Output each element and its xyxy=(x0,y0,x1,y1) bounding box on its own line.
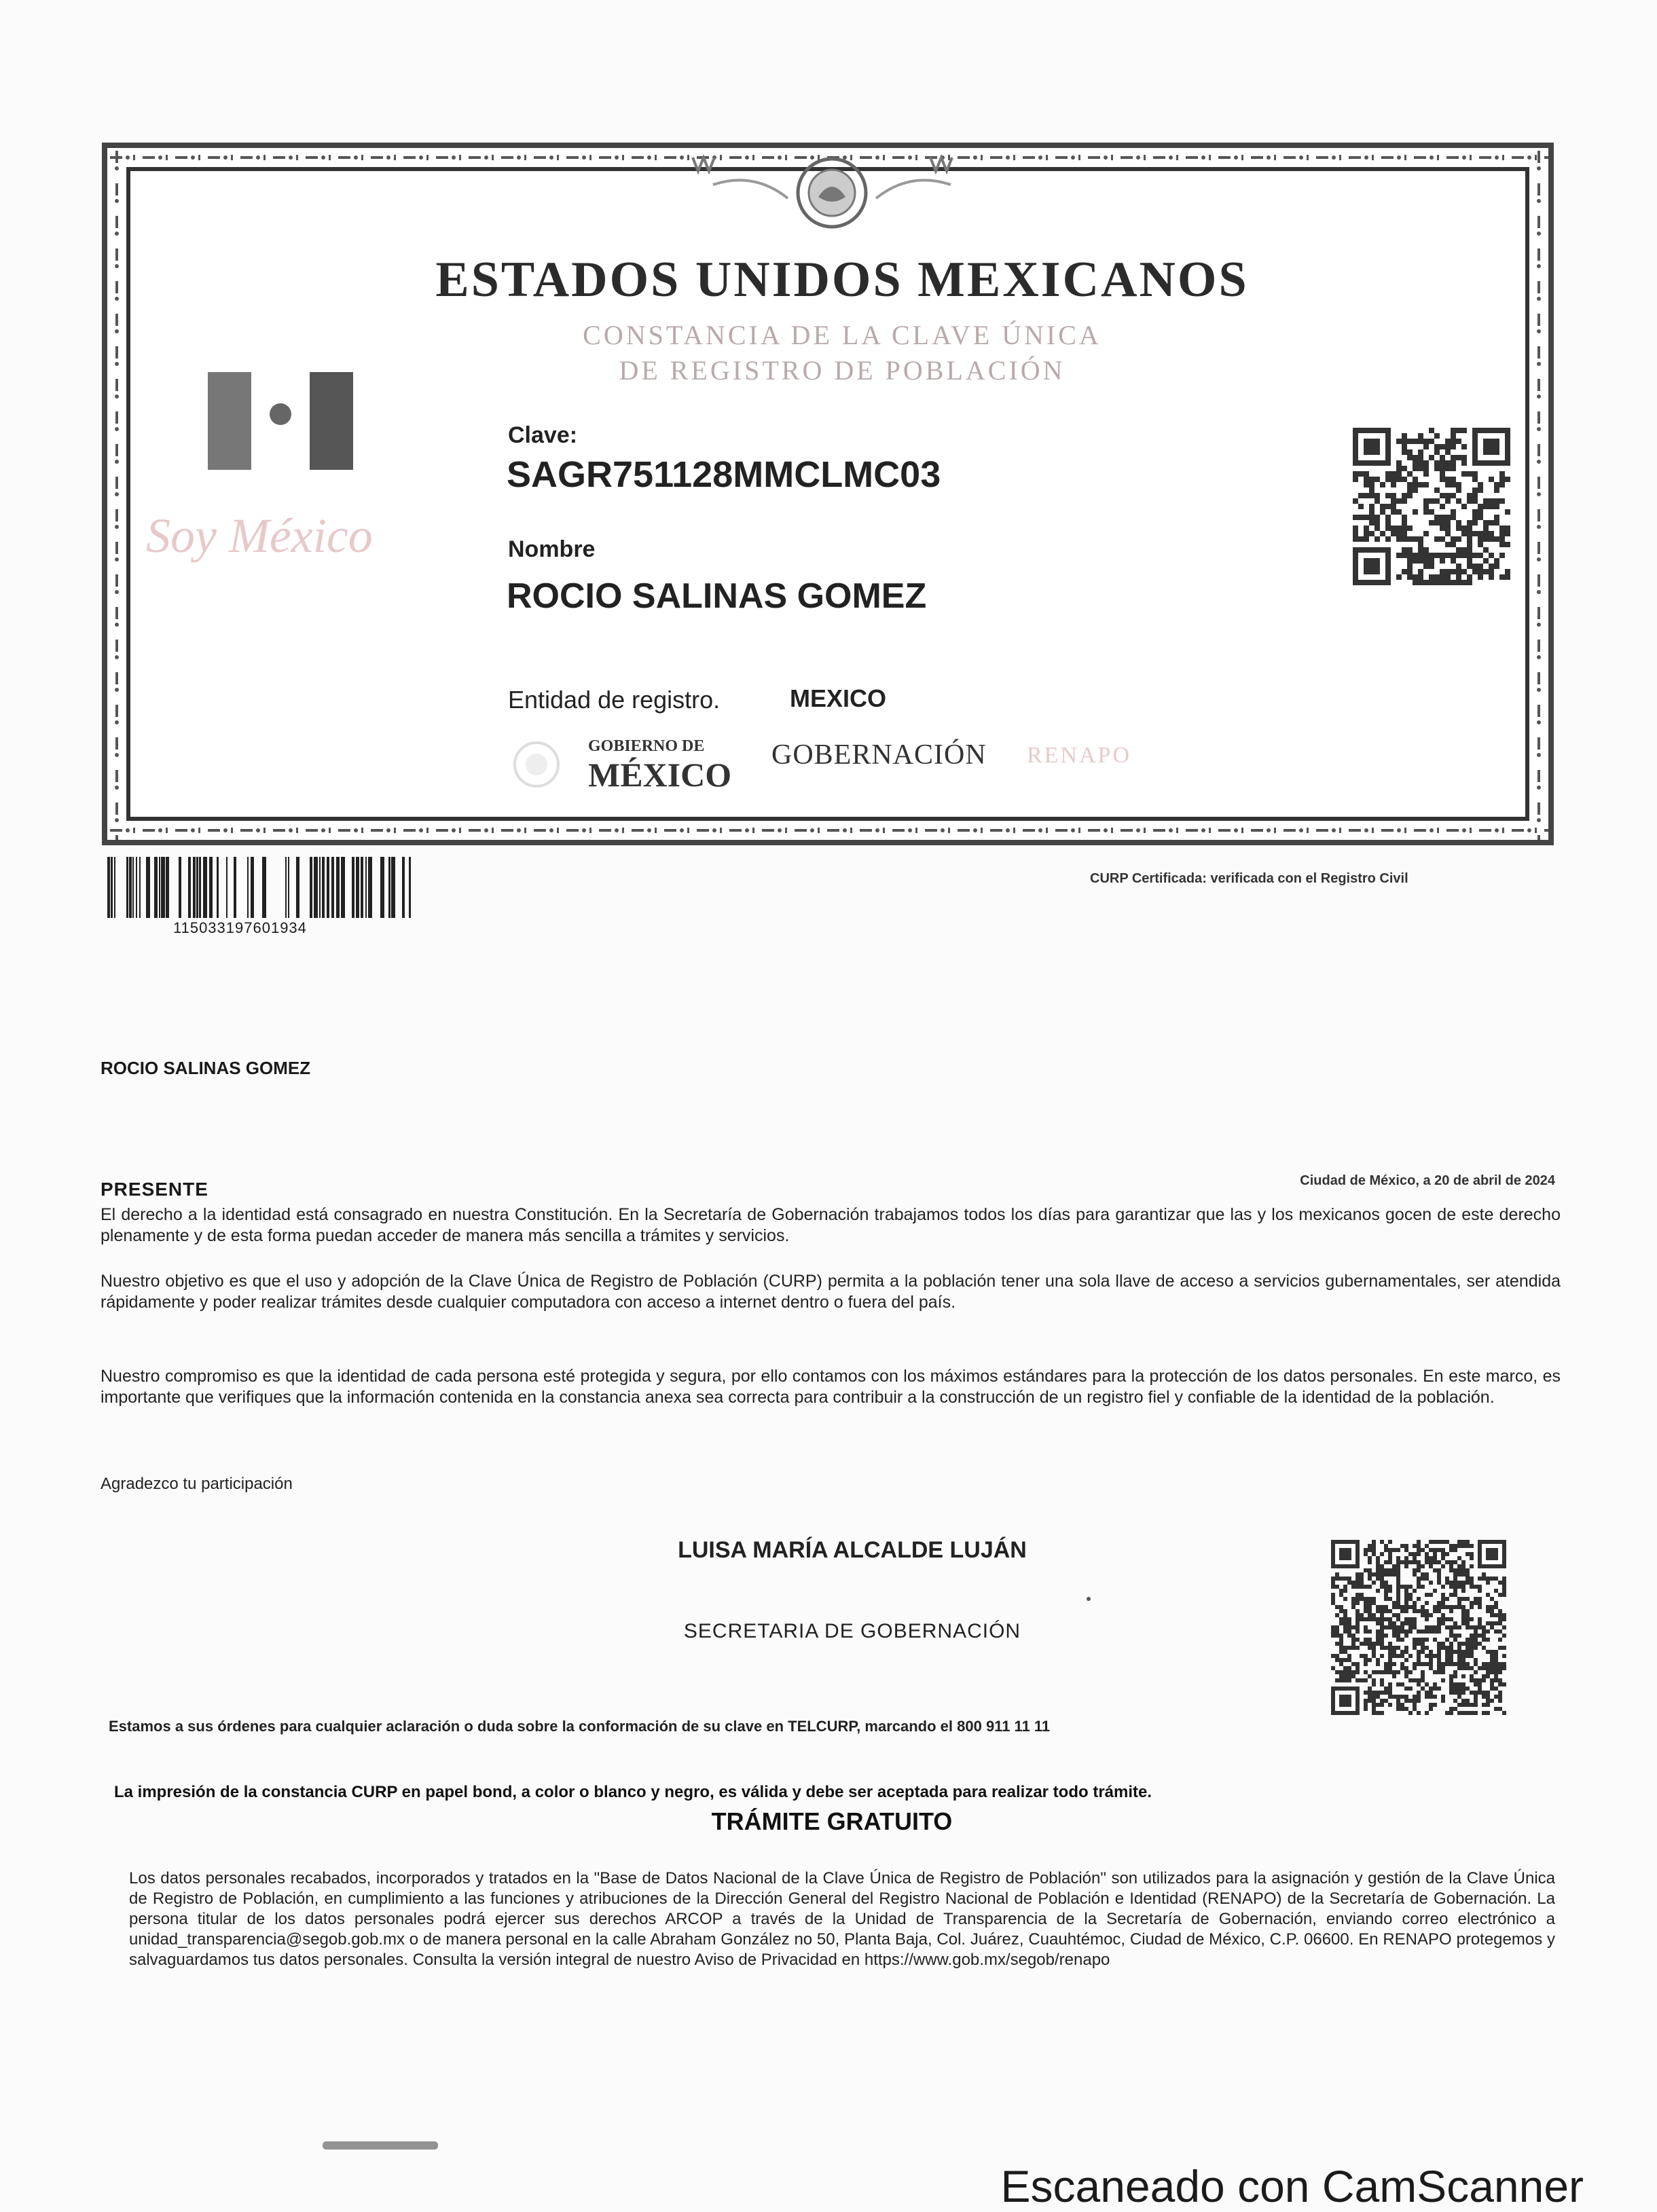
gobierno-seal-icon xyxy=(509,737,564,792)
decorative-border-right xyxy=(1532,148,1546,840)
qr-code-letter xyxy=(1331,1540,1506,1718)
entidad-label: Entidad de registro. xyxy=(508,686,721,714)
renapo-text: RENAPO xyxy=(1027,743,1132,768)
nombre-label: Nombre xyxy=(508,536,596,562)
certificate-title: ESTADOS UNIDOS MEXICANOS xyxy=(435,252,1249,308)
scan-smudge xyxy=(323,2141,438,2150)
letter-date: Ciudad de México, a 20 de abril de 2024 xyxy=(1300,1173,1555,1188)
mexican-flag-icon xyxy=(208,372,353,470)
qr-code-certificate xyxy=(1353,428,1510,593)
barcode xyxy=(107,857,416,918)
decorative-border-bottom xyxy=(107,824,1548,837)
letter-closing: Agradezco tu participación xyxy=(101,1475,293,1493)
coat-of-arms-emblem xyxy=(672,144,991,232)
barcode-number: 115033197601934 xyxy=(173,919,307,936)
letter-paragraph-3: Nuestro compromiso es que la identidad de cada persona esté protegida y segura, por ello contamos con los máximos estándares para la protección de los datos personales. En este marco, es importante que verifiques que la información contenida en la constancia anexa sea correcta para contribuir a la construcción de un registro fiel y confiable de la identidad de la población. xyxy=(101,1367,1561,1407)
mexico-text: MÉXICO xyxy=(588,756,732,794)
nombre-value: ROCIO SALINAS GOMEZ xyxy=(507,576,927,616)
entidad-value: MEXICO xyxy=(790,684,887,712)
clave-label: Clave: xyxy=(508,422,578,448)
letter-paragraph-1: El derecho a la identidad está consagrado en nuestra Constitución. En la Secretaría de Gobernación trabajamos todos los días para garantizar que las y los mexicanos gocen de este derecho plenamente y de esta forma puedan acceder de manera más sencilla a trámites y servicios. xyxy=(101,1205,1561,1245)
certificate-subtitle-line1: CONSTANCIA DE LA CLAVE ÚNICA xyxy=(583,320,1101,350)
gobierno-de-text: GOBIERNO DE xyxy=(588,737,705,755)
print-validity-note: La impresión de la constancia CURP en papel bond, a color o blanco y negro, es válida y debe ser aceptada para realizar todo trámite. xyxy=(114,1783,1152,1801)
scan-speck xyxy=(1087,1597,1091,1601)
tramite-gratuito-heading: TRÁMITE GRATUITO xyxy=(711,1807,953,1835)
letter-recipient: ROCIO SALINAS GOMEZ xyxy=(101,1058,311,1078)
clave-value: SAGR751128MMCLMC03 xyxy=(507,454,941,495)
contact-note: Estamos a sus órdenes para cualquier aclaración o duda sobre la conformación de su clave en TELCURP, marcando el 800 911 11 11 xyxy=(109,1718,1051,1735)
certificate-subtitle-line2: DE REGISTRO DE POBLACIÓN xyxy=(619,355,1066,386)
signer-role: SECRETARIA DE GOBERNACIÓN xyxy=(683,1620,1021,1642)
letter-paragraph-2: Nuestro objetivo es que el uso y adopción de la Clave Única de Registro de Población (CURP) permita a la población tener una sola llave de acceso a servicios gubernamentales, ser atendida rápidamente y poder realizar trámites desde cualquier computadora con acceso a internet dentro o fuera del país. xyxy=(101,1272,1561,1312)
decorative-border-left xyxy=(110,148,124,840)
soy-mexico-text: Soy México xyxy=(146,509,373,563)
camscanner-watermark: Escaneado con CamScanner xyxy=(1000,2161,1584,2211)
gobernacion-text: GOBERNACIÓN xyxy=(771,739,987,771)
curp-certified-note: CURP Certificada: verificada con el Registro Civil xyxy=(1090,871,1408,886)
letter-greeting: PRESENTE xyxy=(101,1179,208,1200)
signer-name: LUISA MARÍA ALCALDE LUJÁN xyxy=(678,1537,1027,1563)
privacy-notice: Los datos personales recabados, incorporados y tratados en la "Base de Datos Nacional de la Clave Única de Registro de Población" son utilizados para la asignación y gestión de la Clave Única de Registro de Población, en cumplimiento a las funciones y atribuciones de la Dirección General del Registro Nacional de Población e Identidad (RENAPO) de la Secretaría de Gobernación. La persona titular de los datos personales podrá ejercer sus derechos ARCOP a través de la Unidad de Transparencia de la Secretaría de Gobernación, enviando correo electrónico a unidad_transparencia@segob.gob.mx o de manera personal en la calle Abraham González no 50, Planta Baja, Col. Juárez, Cuauhtémoc, Ciudad de México, C.P. 06600. En RENAPO protegemos y salvaguardamos tus datos personales. Consulta la versión integral de nuestro Aviso de Privacidad en https://www.gob.mx/segob/renapo xyxy=(129,1869,1555,1969)
